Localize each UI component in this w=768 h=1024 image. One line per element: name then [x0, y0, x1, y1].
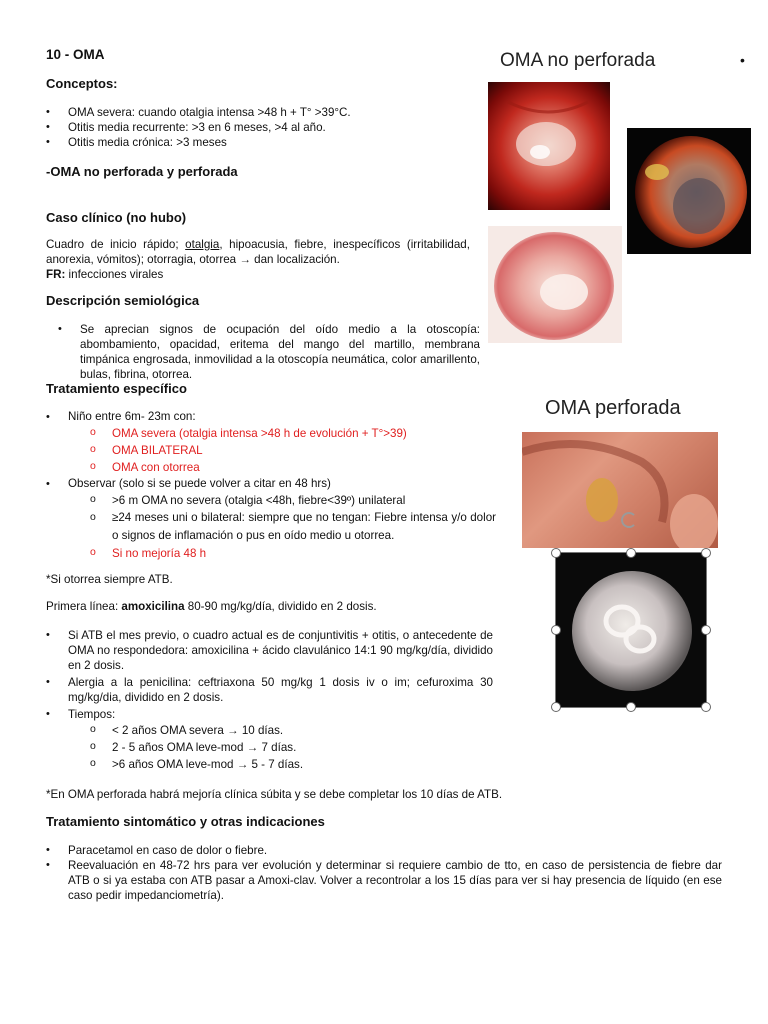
resize-handle-nw[interactable] [551, 548, 561, 558]
otalgia-underline: otalgia [185, 238, 220, 251]
perforation-illustration [556, 553, 706, 707]
atb-list [46, 628, 493, 773]
list-item: • Paracetamol en caso de dolor o fiebre. [46, 843, 722, 858]
sub-item: o ≥24 meses uni o bilateral: siempre que no tengan: Fiebre intensa y/o dolor o signos de inflamación o pus en oído medio u otorrea. [90, 509, 496, 545]
otoscopy-image-1 [488, 82, 610, 210]
conceptos-list [46, 105, 486, 150]
nino-sublist [90, 425, 496, 476]
list-item: • Tiempos: o < 2 años OMA severa → 10 días. o 2 - 5 años OMA leve-mod → 7 días. o >6 años OMA leve-mod → 5 - 7 días. [46, 707, 493, 773]
page-title: 10 - OMA [46, 47, 105, 62]
stray-bullet: • [740, 52, 745, 68]
list-item: • Otitis media recurrente: >3 en 6 meses, >4 al año. [46, 120, 486, 135]
eardrum-illustration [488, 82, 610, 210]
otoscopy-image-selected[interactable] [556, 553, 706, 707]
figure-label-perforada: OMA perforada [545, 397, 681, 419]
eardrum-illustration [627, 128, 751, 254]
conceptos-heading: Conceptos: [46, 76, 118, 91]
tratamiento-heading: Tratamiento específico [46, 381, 187, 396]
caso-text: Cuadro de inicio rápido; otalgia, hipoacusia, fiebre, inespecíficos (irritabilidad, anorexia, vómitos); otorragia, otorrea → dan localización. FR: infecciones virales [46, 238, 470, 281]
sub-item: o OMA BILATERAL [90, 442, 496, 459]
perforada-note: *En OMA perforada habrá mejoría clínica súbita y se debe completar los 10 días de ATB. [46, 788, 503, 801]
sub-item: o >6 años OMA leve-mod → 5 - 7 días. [90, 756, 493, 773]
tiempos-sublist [90, 722, 493, 773]
list-item: • Otitis media crónica: >3 meses [46, 135, 486, 150]
sintomatico-list [46, 843, 722, 903]
sub-item: o >6 m OMA no severa (otalgia <48h, fiebre<39º) unilateral [90, 492, 496, 509]
resize-handle-s[interactable] [626, 702, 636, 712]
ear-illustration [522, 432, 718, 548]
sub-item: o < 2 años OMA severa → 10 días. [90, 722, 493, 739]
list-item: • Reevaluación en 48-72 hrs para ver evolución y determinar si requiere cambio de tto, en caso de persistencia de fiebre dar ATB o si ya estaba con ATB pasar a Amoxi-clav. Volver a recontrolar a los 15 días para ver si hay presencia de líquido (en ese caso pedir impedanciometría). [46, 858, 722, 903]
sub-item: o OMA severa (otalgia intensa >48 h de evolución + T°>39) [90, 425, 496, 442]
resize-handle-se[interactable] [701, 702, 711, 712]
resize-handle-e[interactable] [701, 625, 711, 635]
semiologica-heading: Descripción semiológica [46, 293, 200, 308]
resize-handle-ne[interactable] [701, 548, 711, 558]
oma-section-heading: -OMA no perforada y perforada [46, 164, 238, 179]
list-item: • OMA severa: cuando otalgia intensa >48 h + T° >39°C. [46, 105, 486, 120]
rotate-handle[interactable] [621, 512, 637, 528]
sintomatico-heading: Tratamiento sintomático y otras indicaciones [46, 814, 325, 829]
sub-item: o OMA con otorrea [90, 459, 496, 476]
list-item: • Si ATB el mes previo, o cuadro actual es de conjuntivitis + otitis, o antecedente de OMA no respondedora: amoxicilina + ácido clavulánico 14:1 90 mg/kg/día, dividido en 2 dosis. [46, 628, 493, 673]
observar-sublist [90, 492, 496, 562]
list-item: • Niño entre 6m- 23m con: o OMA severa (otalgia intensa >48 h de evolución + T°>39) o OMA BILATERAL o OMA con otorrea [46, 409, 496, 476]
sub-item: o Si no mejoría 48 h [90, 545, 496, 562]
primera-linea: Primera línea: amoxicilina 80-90 mg/kg/día, dividido en 2 dosis. [46, 600, 377, 613]
list-item: • Observar (solo si se puede volver a citar en 48 hrs) o >6 m OMA no severa (otalgia <48h, fiebre<39º) unilateral o ≥24 meses uni o bilateral: siempre que no tengan: Fiebre intensa y/o dolor o signos de inflamación o pus en oído medio u otorrea. o Si no mejoría 48 h [46, 476, 496, 562]
eardrum-illustration [488, 226, 622, 343]
ear-photo [522, 432, 718, 548]
tratamiento-list [46, 409, 496, 562]
figure-label-no-perforada: OMA no perforada [500, 50, 656, 71]
resize-handle-w[interactable] [551, 625, 561, 635]
sub-item: o 2 - 5 años OMA leve-mod → 7 días. [90, 739, 493, 756]
otoscopy-image-2 [627, 128, 751, 254]
list-item: • Alergia a la penicilina: ceftriaxona 50 mg/kg 1 dosis iv o im; cefuroxima 30 mg/kg/dia, dividido en 2 dosis. [46, 675, 493, 705]
caso-heading: Caso clínico (no hubo) [46, 210, 187, 225]
list-item: • Se aprecian signos de ocupación del oído medio a la otoscopía: abombamiento, opacidad, eritema del mango del martillo, membrana timpánica engrosada, inmovilidad a la otoscopía neumática, color amarillento, bulas, fibrina, otorrea. [58, 322, 648, 382]
otoscopy-image-3 [488, 226, 622, 343]
resize-handle-n[interactable] [626, 548, 636, 558]
otorrea-note: *Si otorrea siempre ATB. [46, 573, 173, 586]
resize-handle-sw[interactable] [551, 702, 561, 712]
